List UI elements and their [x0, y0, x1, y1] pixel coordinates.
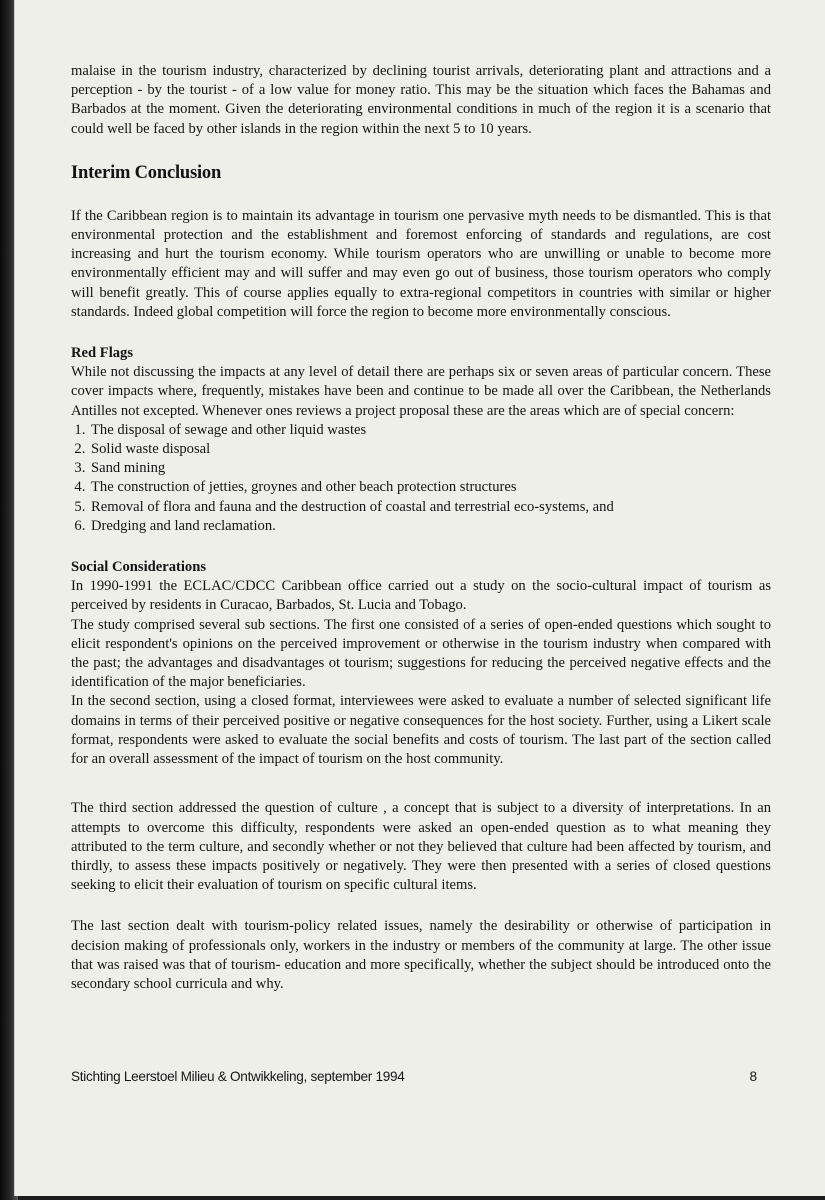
- interim-conclusion-paragraph: If the Caribbean region is to maintain its advantage in tourism one pervasive myth needs to be dismantled. This is that environmental protection and the establishment and foremost enforcing of standards and regulations, are cost increasing and hurt the tourism economy. While tourism operators who are unwilling or unable to become more environmentally efficient may and will suffer and may even go out of business, those tourism operators who comply will benefit greatly. This of course applies equally to extra-regional competitors in countries with similar or higher standards. Indeed global competition will force the region to become more environmentally conscious.: [71, 207, 771, 320]
- social-paragraph-5: The last section dealt with tourism-policy related issues, namely the desirability or otherwise of participation in decision making of professionals only, workers in the industry or members of the community at large. The other issue that was raised was that of tourism- education and more specifically, whether the subject should be introduced onto the secondary school curricula and why.: [71, 918, 771, 992]
- list-item: 3. Sand mining: [89, 459, 771, 478]
- social-paragraph-3: In the second section, using a closed format, interviewees were asked to evaluate a number of selected significant life domains in terms of their perceived positive or negative consequences for the host society. Further, using a Likert scale format, respondents were asked to evaluate the social benefits and costs of tourism. The last part of the section called for an overall assessment of the impact of tourism on the host community.: [71, 693, 771, 768]
- social-considerations-heading: Social Considerations: [71, 559, 207, 576]
- social-paragraph-2: The study comprised several sub sections. The first one consisted of a series of open-ended questions which sought to elicit respondent's opinions on the perceived improvement or otherwise in the tourism industry when compared with the past; the advantages and disadvantages ot tourism; suggestions for reducing the perceived negative effects and the identification of the major beneficiaries.: [71, 616, 771, 691]
- top-paragraph: malaise in the tourism industry, characterized by declining tourist arrivals, deteriorating plant and attractions and a perception - by the tourist - of a low value for money ratio. This may be the situation which faces the Bahamas and Barbados at the moment. Given the deteriorating environmental conditions in much of the region it is a scenario that could well be faced by other islands in the region within the next 5 to 10 years.: [71, 63, 771, 137]
- page-footer: [71, 1069, 757, 1084]
- red-flags-list: [71, 421, 771, 536]
- list-item: 1. The disposal of sewage and other liquid wastes: [89, 421, 771, 440]
- red-flags-heading: Red Flags: [71, 345, 134, 362]
- interim-conclusion-heading: Interim Conclusion: [71, 162, 222, 183]
- page-number: 8: [749, 1069, 757, 1084]
- red-flags-paragraph: While not discussing the impacts at any level of detail there are perhaps six or seven areas of particular concern. These cover impacts where, frequently, mistakes have been and continue to be made all over the Caribbean, the Netherlands Antilles not excepted. Whenever ones reviews a project proposal these are the areas which are of special concern:: [71, 364, 771, 419]
- list-item: 6. Dredging and land reclamation.: [89, 517, 771, 536]
- list-item: 4. The construction of jetties, groynes and other beach protection structures: [89, 478, 771, 497]
- list-item: 2. Solid waste disposal: [89, 440, 771, 459]
- list-item: 5. Removal of flora and fauna and the destruction of coastal and terrestrial eco-systems, and: [89, 498, 771, 517]
- social-paragraph-4: The third section addressed the question of culture , a concept that is subject to a diversity of interpretations. In an attempts to overcome this difficulty, respondents were asked an open-ended question as to what meaning they attributed to the term culture, and secondly whether or not they believed that culture had been affected by tourism, and thirdly, to assess these impacts positively or negatively. They were then presented with a series of closed questions seeking to elicit their evaluation of tourism on specific cultural items.: [71, 800, 771, 894]
- footer-publisher: Stichting Leerstoel Milieu & Ontwikkeling, september 1994: [71, 1069, 405, 1084]
- document-page: [14, 0, 825, 1196]
- social-paragraph-1: In 1990-1991 the ECLAC/CDCC Caribbean office carried out a study on the socio-cultural impact of tourism as perceived by residents in Curacao, Barbados, St. Lucia and Tobago.: [71, 578, 771, 614]
- page-body: [71, 62, 771, 994]
